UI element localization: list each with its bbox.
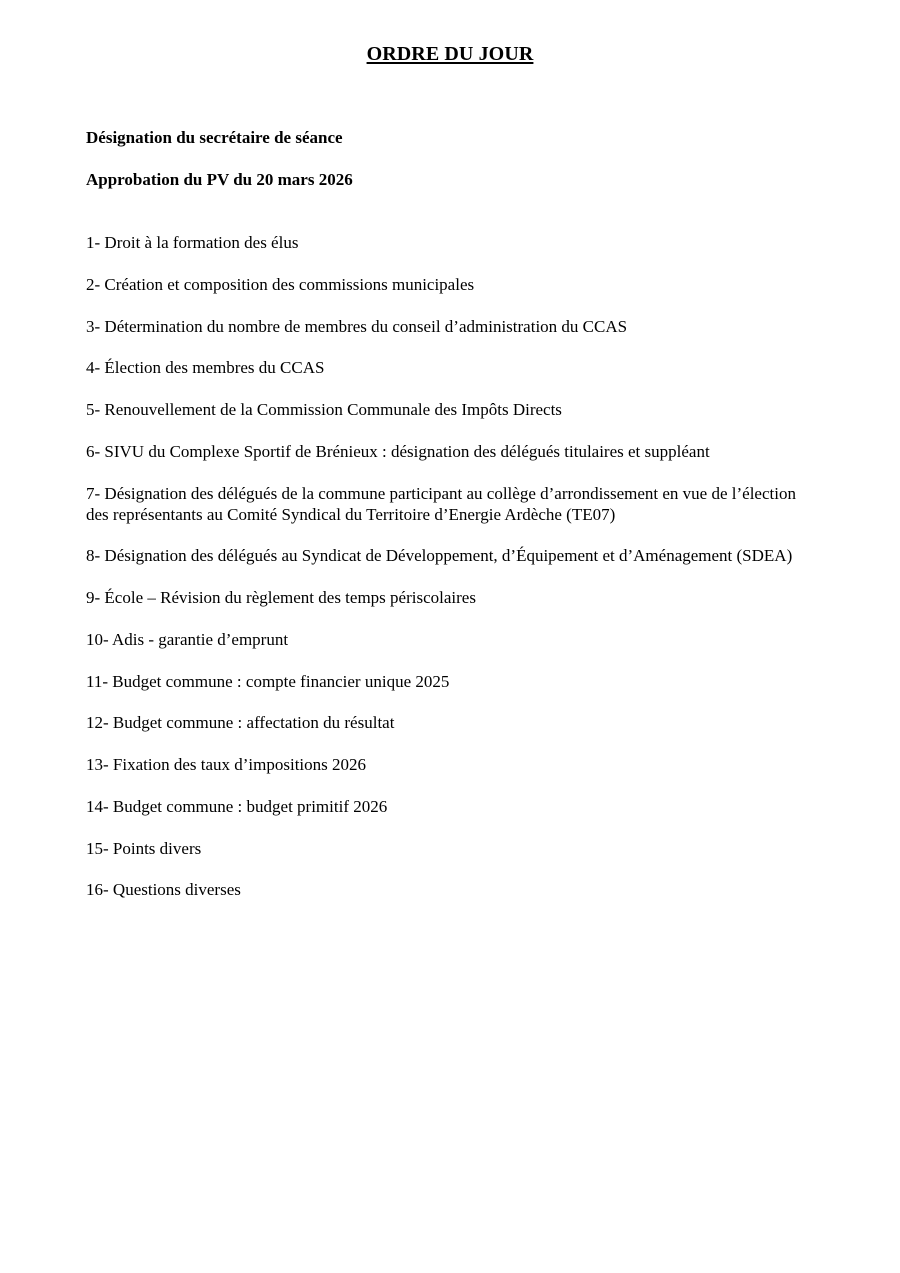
agenda-item: 12- Budget commune : affectation du résultat xyxy=(86,713,395,733)
preliminary-pv-approval: Approbation du PV du 20 mars 2026 xyxy=(86,170,353,189)
preliminary-secretary: Désignation du secrétaire de séance xyxy=(86,128,343,147)
agenda-item: 7- Désignation des délégués de la commune participant au collège d’arrondissement en vue de l’élection des représentants au Comité Syndical du Territoire d’Energie Ardèche (TE07) xyxy=(86,483,796,524)
page-title: ORDRE DU JOUR xyxy=(366,43,534,65)
agenda-item: 4- Élection des membres du CCAS xyxy=(86,358,325,378)
agenda-item: 9- École – Révision du règlement des temps périscolaires xyxy=(86,588,476,607)
agenda-item: 3- Détermination du nombre de membres du conseil d’administration du CCAS xyxy=(86,316,628,336)
agenda-item: 13- Fixation des taux d’impositions 2026 xyxy=(86,755,367,774)
agenda-item: 8- Désignation des délégués au Syndicat de Développement, d’Équipement et d’Aménagement (SDEA) xyxy=(86,546,793,566)
agenda-item: 1- Droit à la formation des élus xyxy=(86,233,299,252)
agenda-item: 10- Adis - garantie d’emprunt xyxy=(86,629,289,649)
agenda-item: 16- Questions diverses xyxy=(86,880,241,900)
agenda-item: 6- SIVU du Complexe Sportif de Brénieux : désignation des délégués titulaires et suppléant xyxy=(86,441,710,461)
agenda-item: 5- Renouvellement de la Commission Communale des Impôts Directs xyxy=(86,400,562,419)
agenda-item: 11- Budget commune : compte financier unique 2025 xyxy=(86,671,450,691)
agenda-list xyxy=(86,232,806,921)
agenda-item: 14- Budget commune : budget primitif 2026 xyxy=(86,796,388,816)
agenda-item: 2- Création et composition des commissions municipales xyxy=(86,274,475,294)
agenda-item: 15- Points divers xyxy=(86,838,202,858)
